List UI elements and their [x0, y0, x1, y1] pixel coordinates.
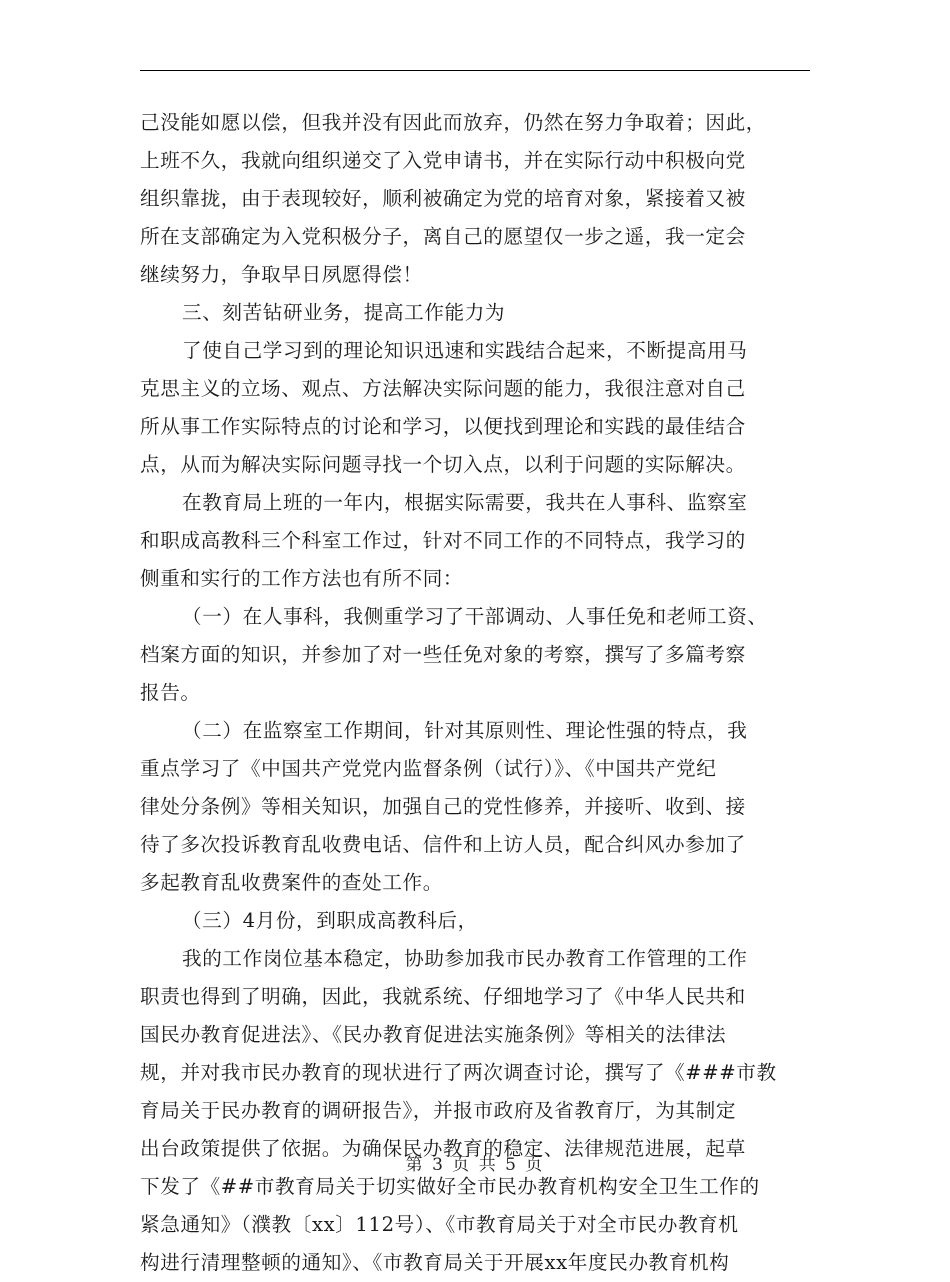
text-line: 和职成高教科三个科室工作过，针对不同工作的不同特点，我学习的 [140, 529, 746, 552]
text-line: （二）在监察室工作期间，针对其原则性、理论性强的特点，我 [182, 719, 748, 742]
text-line: 待了多次投诉教育乱收费电话、信件和上访人员，配合纠风办参加了 [140, 833, 746, 856]
text-line: 多起教育乱收费案件的查处工作。 [140, 871, 443, 894]
text-line: 所从事工作实际特点的讨论和学习，以便找到理论和实践的最佳结合 [140, 415, 746, 438]
header-rule [140, 70, 810, 71]
page-number: 第 3 页 共 5 页 [405, 1155, 545, 1175]
text-line: 下发了《##市教育局关于切实做好全市民办教育机构安全卫生工作的 [140, 1175, 760, 1198]
document-body [140, 104, 810, 1282]
text-line: 侧重和实行的工作方法也有所不同： [140, 567, 464, 590]
text-line: 出台政策提供了依据。为确保民办教育的稳定、法律规范进展，起草 [140, 1137, 746, 1160]
text-line: 育局关于民办教育的调研报告》，并报市政府及省教育厅，为其制定 [140, 1099, 737, 1122]
text-line: 构进行清理整顿的通知》、《市教育局关于开展xx年度民办教育机构 [140, 1251, 730, 1274]
text-line: 律处分条例》等相关知识，加强自己的党性修养，并接听、收到、接 [140, 795, 746, 818]
text-line: 上班不久，我就向组织递交了入党申请书，并在实际行动中积极向党 [140, 149, 746, 172]
text-line: （一）在人事科，我侧重学习了干部调动、人事任免和老师工资、 [182, 605, 768, 628]
text-line: 国民办教育促进法》、《民办教育促进法实施条例》等相关的法律法 [140, 1023, 727, 1046]
text-line: 紧急通知》（濮教〔xx〕112号）、《市教育局关于对全市民办教育机 [140, 1213, 739, 1236]
text-line: 在教育局上班的一年内，根据实际需要，我共在人事科、监察室 [182, 491, 748, 514]
text-line: 档案方面的知识，并参加了对一些任免对象的考察，撰写了多篇考察 [140, 643, 746, 666]
text-line: 继续努力，争取早日夙愿得偿！ [140, 263, 423, 286]
text-line: （三）4月份，到职成高教科后， [182, 909, 478, 932]
text-line: 己没能如愿以偿，但我并没有因此而放弃，仍然在努力争取着；因此， [140, 111, 767, 134]
text-line: 三、刻苦钻研业务，提高工作能力为 [182, 301, 506, 324]
text-line: 点，从而为解决实际问题寻找一个切入点，以利于问题的实际解决。 [140, 453, 746, 476]
text-line: 报告。 [140, 681, 201, 704]
text-line: 我的工作岗位基本稳定，协助参加我市民办教育工作管理的工作 [182, 947, 748, 970]
text-line: 了使自己学习到的理论知识迅速和实践结合起来，不断提高用马 [182, 339, 748, 362]
text-line: 所在支部确定为入党积极分子，离自己的愿望仅一步之遥，我一定会 [140, 225, 746, 248]
text-line: 重点学习了《中国共产党党内监督条例（试行）》、《中国共产党纪 [140, 757, 717, 780]
text-line: 规，并对我市民办教育的现状进行了两次调查讨论，撰写了《###市教 [140, 1061, 777, 1084]
text-line: 组织靠拢，由于表现较好，顺利被确定为党的培育对象，紧接着又被 [140, 187, 746, 210]
text-line: 职责也得到了明确，因此，我就系统、仔细地学习了《中华人民共和 [140, 985, 746, 1008]
text-line: 克思主义的立场、观点、方法解决实际问题的能力，我很注意对自己 [140, 377, 746, 400]
